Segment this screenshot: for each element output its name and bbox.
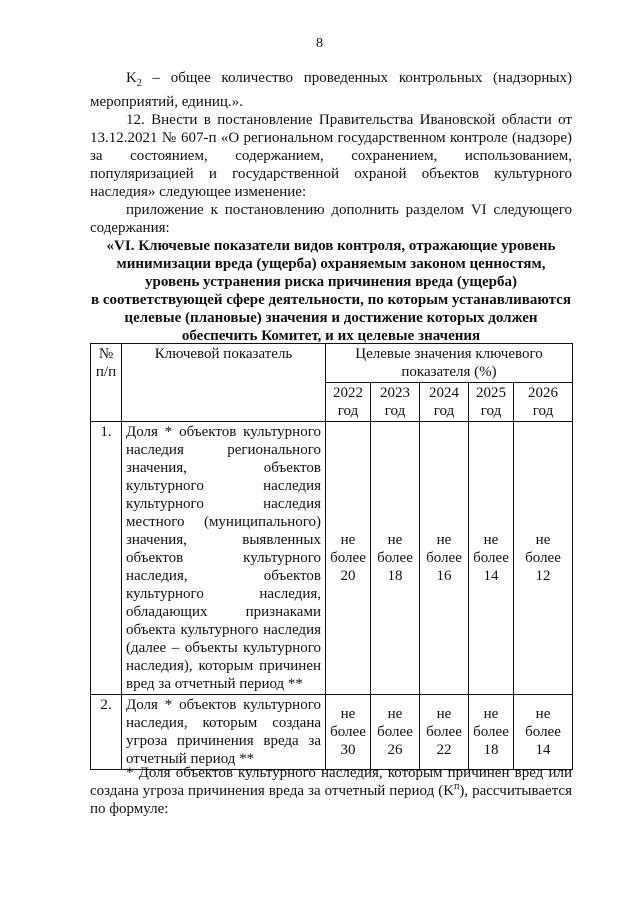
footnote-text: * Доля объектов культурного наследия, которым причинен вред или создана угроза причинения вреда за отчетный период $(K^п)$, рассчитывается по формуле: [90,765,572,817]
section-heading [90,237,572,345]
row-value: не более 18 [469,695,514,770]
row-value: не более 14 [469,422,514,695]
heading-line: в соответствующей сфере деятельности, по которым устанавливаются [91,292,571,308]
row-value: не более 12 [514,422,573,695]
row-value: не более 22 [420,695,469,770]
heading-line: целевые (плановые) значения и достижение которых должен [124,310,538,326]
paragraph-12: 12. Внести в постановление Правительства Ивановской области от 13.12.2021 № 607-п «О региональном государственном контроле (надзоре) за состоянием, содержанием, сохранением, использованием, популяризацией и государственной охраной объектов культурного наследия» следующее изменение: [90,112,572,200]
heading-line: «VI. Ключевые показатели видов контроля, отражающие уровень [106,238,556,254]
heading-line: минимизации вреда (ущерба) охраняемым законом ценностям, [116,256,546,272]
row-number: 2. [91,695,122,770]
header-indicator: Ключевой показатель [122,344,326,422]
header-year: 2022 год [326,383,371,422]
indicators-table [90,343,573,770]
header-year: 2025 год [469,383,514,422]
footnote [90,764,572,818]
heading-line: обеспечить Комитет, и их целевые значения [181,328,481,344]
table-row [91,695,573,770]
header-year: 2023 год [371,383,420,422]
body-text [90,69,572,359]
row-number: 1. [91,422,122,695]
paragraph-k2: $K_2$ – общее количество проведенных контрольных (надзорных) мероприятий, единиц.». [90,70,572,110]
row-value: не более 18 [371,422,420,695]
table-header-row [91,344,573,383]
header-num: № п/п [91,344,122,422]
row-value: не более 20 [326,422,371,695]
row-value: не более 14 [514,695,573,770]
row-value: не более 16 [420,422,469,695]
table-row [91,422,573,695]
header-year: 2026 год [514,383,573,422]
row-value: не более 26 [371,695,420,770]
page-number: 8 [316,36,323,51]
paragraph-appendix: приложение к постановлению дополнить разделом VI следующего содержания: [90,202,572,236]
row-indicator: Доля * объектов культурного наследия регионального значения, объектов культурного наследия культурного наследия местного (муниципального) значения, выявленных объектов культурного наследия, объектов культурного наследия, обладающих признаками объекта культурного наследия (далее – объекты культурного наследия), которым причинен вред за отчетный период ** [122,422,326,695]
heading-line: уровень устранения риска причинения вреда (ущерба) [145,274,517,290]
row-indicator: Доля * объектов культурного наследия, которым создана угроза причинения вреда за отчетный период ** [122,695,326,770]
header-year: 2024 год [420,383,469,422]
row-value: не более 30 [326,695,371,770]
header-targets: Целевые значения ключевого показателя (%) [326,344,573,383]
